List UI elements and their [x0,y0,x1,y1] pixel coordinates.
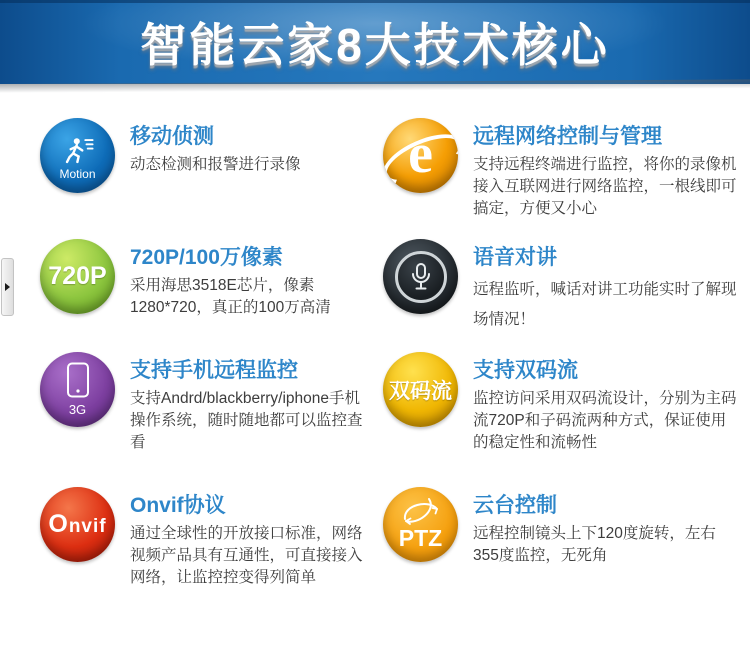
feature-grid [0,118,750,589]
feature-desc: 监控访问采用双码流设计，分别为主码流720P和子码流两种方式，保证使用的稳定性和流畅性 [473,390,737,452]
badge-label: 3G [68,402,87,417]
page-title: 智能云家8大技术核心 [140,19,610,71]
microphone-icon [383,239,458,314]
badge-label: e [408,122,433,185]
feature-desc: 动态检测和报警进行录像 [130,156,301,174]
feature-title: 语音对讲 [473,246,557,269]
feature-item-3g [40,352,383,487]
badge-label: PTZ [398,525,443,551]
ie-browser-icon [383,118,458,193]
feature-title: 远程网络控制与管理 [473,125,662,148]
feature-title: Onvif协议 [130,494,226,517]
badge-label: Motion [59,167,96,181]
onvif-badge-icon [40,487,115,562]
feature-item-motion [40,118,383,239]
feature-title: 720P/100万像素 [130,246,283,269]
badge-label: 双码流 [389,379,452,403]
feature-desc: 支持远程终端进行监控，将你的录像机接入互联网进行网络监控，一根线即可搞定，方便又小心 [473,156,737,218]
feature-title: 云台控制 [473,494,557,517]
feature-desc: 通过全球性的开放接口标准，网络视频产品具有互通性，可直接接入网络，让监控控变得列简单 [130,525,363,587]
feature-title: 移动侦测 [130,125,214,148]
3g-phone-icon [40,352,115,427]
ptz-badge-icon [383,487,458,562]
microphone-inner-ring [395,251,447,303]
feature-item-ptz [383,487,750,589]
feature-desc: 远程监听，喊话对讲工功能实时了解现场情况！ [473,281,737,329]
feature-title: 支持手机远程监控 [130,359,298,382]
feature-item-audio-talk [383,239,750,352]
feature-title: 支持双码流 [473,359,578,382]
feature-item-onvif [40,487,383,589]
header-banner [0,0,750,84]
badge-label: 720P [48,262,107,290]
badge-label: Onvif [48,510,107,538]
feature-desc: 支持Andrd/blackberry/iphone手机操作系统，随时随地都可以监控查看 [130,390,363,452]
feature-desc: 远程控制镜头上下120度旋转，左右355度监控，无死角 [473,525,716,565]
dual-stream-badge-icon [383,352,458,427]
720p-badge-icon [40,239,115,314]
feature-item-dual-stream [383,352,750,487]
feature-item-remote-network [383,118,750,239]
feature-item-720p [40,239,383,352]
feature-desc: 采用海思3518E芯片，像素1280*720，真正的100万高清 [130,277,331,317]
motion-runner-icon [40,118,115,193]
